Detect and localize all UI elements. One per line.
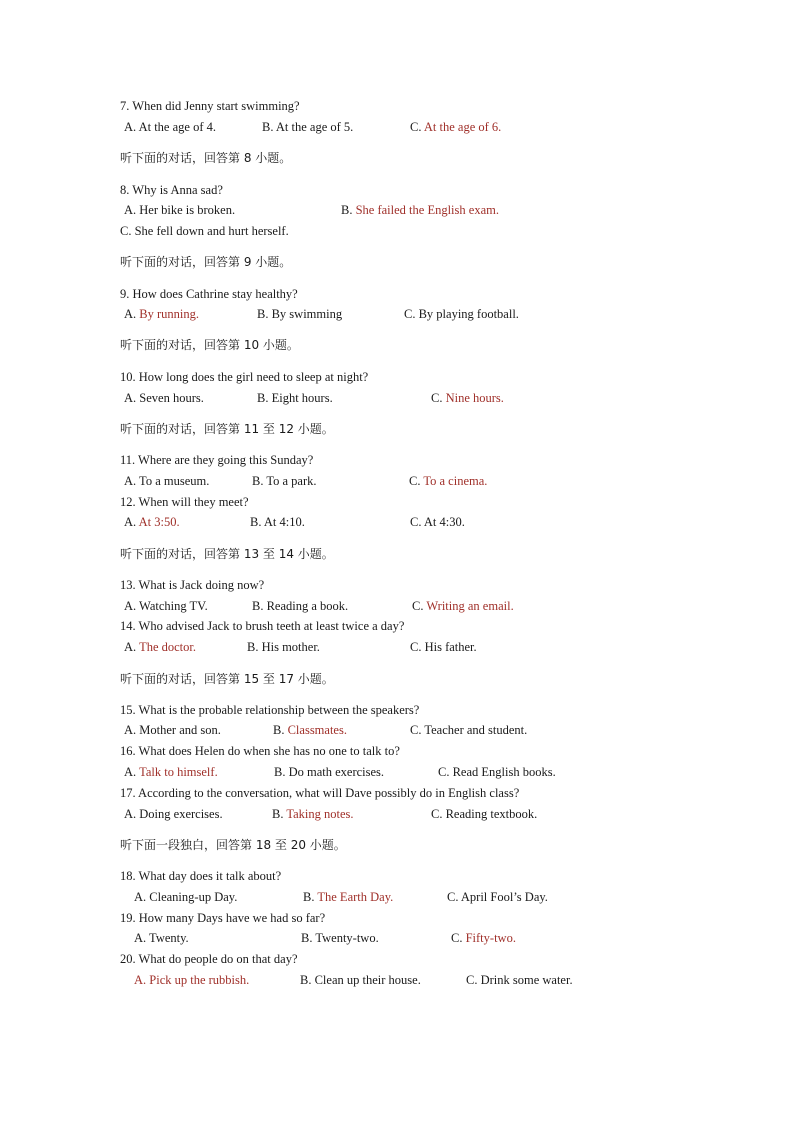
q12-option-a-prefix: A.: [124, 515, 139, 529]
q19-option-c-prefix: C.: [451, 931, 466, 945]
q13-option-c: [412, 598, 514, 614]
q7-option-c: [410, 119, 501, 135]
q11-option-c: [409, 473, 487, 489]
q11-option-c-prefix: C.: [409, 474, 424, 488]
q14-option-b: B. His mother.: [247, 640, 320, 654]
instruction-10: 听下面的对话，回答第 10 小题。: [120, 338, 299, 352]
question-20: 20. What do people do on that day?: [120, 952, 298, 966]
question-11: 11. Where are they going this Sunday?: [120, 453, 314, 467]
q15-option-b-prefix: B.: [273, 723, 288, 737]
q13-option-b: B. Reading a book.: [252, 599, 349, 613]
question-15: 15. What is the probable relationship between the speakers?: [120, 703, 420, 717]
q17-option-a: A. Doing exercises.: [124, 807, 223, 821]
q7-option-a: A. At the age of 4.: [124, 120, 216, 134]
q17-option-b-prefix: B.: [272, 807, 287, 821]
q7-option-c-prefix: C.: [410, 120, 424, 134]
q19-answer: Fifty-two.: [465, 931, 516, 945]
q20-option-a-answer: A. Pick up the rubbish.: [134, 973, 250, 987]
q14-option-c: C. His father.: [410, 640, 477, 654]
q16-option-c: C. Read English books.: [438, 765, 556, 779]
q12-option-a: [124, 514, 180, 530]
q20-option-c: C. Drink some water.: [466, 973, 573, 987]
question-16: 16. What does Helen do when she has no one to talk to?: [120, 744, 400, 758]
q9-answer: By running.: [139, 307, 200, 321]
question-17: 17. According to the conversation, what will Dave possibly do in English class?: [120, 786, 520, 800]
question-12: 12. When will they meet?: [120, 495, 249, 509]
q8-option-a: A. Her bike is broken.: [124, 203, 236, 217]
instruction-15-17: 听下面的对话，回答第 15 至 17 小题。: [120, 672, 334, 686]
q16-option-a: [124, 764, 218, 780]
question-7: 7. When did Jenny start swimming?: [120, 99, 300, 113]
q16-option-b: B. Do math exercises.: [274, 765, 385, 779]
q16-answer: Talk to himself.: [139, 765, 218, 779]
q12-answer: At 3:50.: [138, 515, 180, 529]
q14-option-a: [124, 639, 196, 655]
q9-option-c: C. By playing football.: [404, 307, 519, 321]
q18-option-b-prefix: B.: [303, 890, 318, 904]
question-9: 9. How does Cathrine stay healthy?: [120, 287, 298, 301]
q8-option-c: C. She fell down and hurt herself.: [120, 224, 289, 238]
q14-answer: The doctor.: [139, 640, 196, 654]
q15-option-c: C. Teacher and student.: [410, 723, 528, 737]
instruction-13-14: 听下面的对话，回答第 13 至 14 小题。: [120, 547, 334, 561]
q19-option-c: [451, 930, 516, 946]
q9-option-b: B. By swimming: [257, 307, 343, 321]
q19-option-a: A. Twenty.: [134, 931, 189, 945]
q12-option-c: C. At 4:30.: [410, 515, 465, 529]
q18-option-a: A. Cleaning-up Day.: [134, 890, 238, 904]
q20-option-b: B. Clean up their house.: [300, 973, 421, 987]
q13-answer: Writing an email.: [426, 599, 514, 613]
q15-option-b: [273, 722, 347, 738]
q18-option-b: [303, 889, 393, 905]
q17-option-b: [272, 806, 354, 822]
q11-answer: To a cinema.: [423, 474, 488, 488]
q15-answer: Classmates.: [287, 723, 347, 737]
q10-option-a: A. Seven hours.: [124, 391, 204, 405]
instruction-9: 听下面的对话，回答第 9 小题。: [120, 255, 292, 269]
q13-option-a: A. Watching TV.: [124, 599, 208, 613]
q18-answer: The Earth Day.: [317, 890, 394, 904]
q17-option-c: C. Reading textbook.: [431, 807, 538, 821]
question-10: 10. How long does the girl need to sleep at night?: [120, 370, 369, 384]
q19-option-b: B. Twenty-two.: [301, 931, 379, 945]
q11-option-b: B. To a park.: [252, 474, 317, 488]
q10-option-b: B. Eight hours.: [257, 391, 333, 405]
q12-option-b: B. At 4:10.: [250, 515, 305, 529]
q17-answer: Taking notes.: [286, 807, 354, 821]
q18-option-c: C. April Fool’s Day.: [447, 890, 548, 904]
q8-option-b: [341, 202, 499, 218]
q8-answer: She failed the English exam.: [355, 203, 499, 217]
instruction-11-12: 听下面的对话，回答第 11 至 12 小题。: [120, 422, 334, 436]
q7-answer: At the age of 6.: [423, 120, 502, 134]
q11-option-a: A. To a museum.: [124, 474, 210, 488]
question-8: 8. Why is Anna sad?: [120, 183, 223, 197]
q13-option-c-prefix: C.: [412, 599, 427, 613]
question-19: 19. How many Days have we had so far?: [120, 911, 326, 925]
q10-option-c-prefix: C.: [431, 391, 446, 405]
q16-option-a-prefix: A.: [124, 765, 140, 779]
question-14: 14. Who advised Jack to brush teeth at least twice a day?: [120, 619, 405, 633]
q14-option-a-prefix: A.: [124, 640, 140, 654]
q9-option-a: [124, 306, 199, 322]
q8-option-b-prefix: B.: [341, 203, 356, 217]
instruction-8: 听下面的对话，回答第 8 小题。: [120, 151, 292, 165]
q10-answer: Nine hours.: [445, 391, 504, 405]
q9-option-a-prefix: A.: [124, 307, 140, 321]
q15-option-a: A. Mother and son.: [124, 723, 221, 737]
q7-option-b: B. At the age of 5.: [262, 120, 354, 134]
question-13: 13. What is Jack doing now?: [120, 578, 265, 592]
instruction-18-20: 听下面一段独白，回答第 18 至 20 小题。: [120, 838, 346, 852]
question-18: 18. What day does it talk about?: [120, 869, 282, 883]
q10-option-c: [431, 390, 504, 406]
